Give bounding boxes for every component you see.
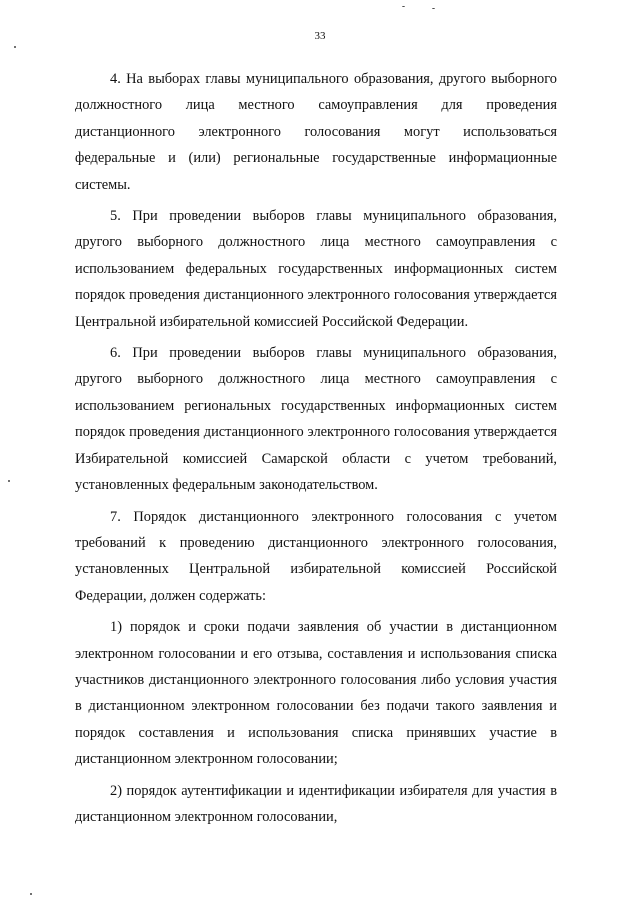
- paragraph-7: 7. Порядок дистанционного электронного голосования с учетом требований к проведению дистанционного электронного голосования, установленных Центральной избирательной комиссией Российской Федерации, должен содержать:: [75, 508, 557, 604]
- paragraph-7-item-1: 1) порядок и сроки подачи заявления об участии в дистанционном электронном голосовании и его отзыва, составления и использования списка участников дистанционного электронного голосования либо условия участия в дистанционном электронном голосовании без подачи такого заявления и порядок составления и использования списка принявших участие в дистанционном электронном голосовании;: [75, 619, 557, 768]
- scan-speck: [432, 8, 435, 9]
- scan-speck: [8, 480, 10, 482]
- scan-speck: [14, 46, 16, 48]
- paragraph-4: 4. На выборах главы муниципального образования, другого выборного должностного лица местного самоуправления для проведения дистанционного электронного голосования могут использоваться федеральные и (или) региональные государственные информационные системы.: [75, 71, 557, 193]
- paragraph-6: 6. При проведении выборов главы муниципального образования, другого выборного должностного лица местного самоуправления с использованием региональных государственных информационных систем порядок проведения дистанционного электронного голосования утверждается Избирательной комиссией Самарской области с учетом требований, установленных федеральным законодательством.: [75, 345, 557, 494]
- page-number: 33: [314, 30, 326, 42]
- paragraph-5: 5. При проведении выборов главы муниципального образования, другого выборного должностного лица местного самоуправления с использованием федеральных государственных информационных систем порядок проведения дистанционного электронного голосования утверждается Центральной избирательной комиссией Российской Федерации.: [75, 208, 557, 330]
- document-body: [75, 66, 557, 835]
- scan-speck: [402, 6, 405, 7]
- scan-speck: [30, 893, 32, 895]
- paragraph-7-item-2: 2) порядок аутентификации и идентификации избирателя для участия в дистанционном электронном голосовании,: [75, 782, 557, 825]
